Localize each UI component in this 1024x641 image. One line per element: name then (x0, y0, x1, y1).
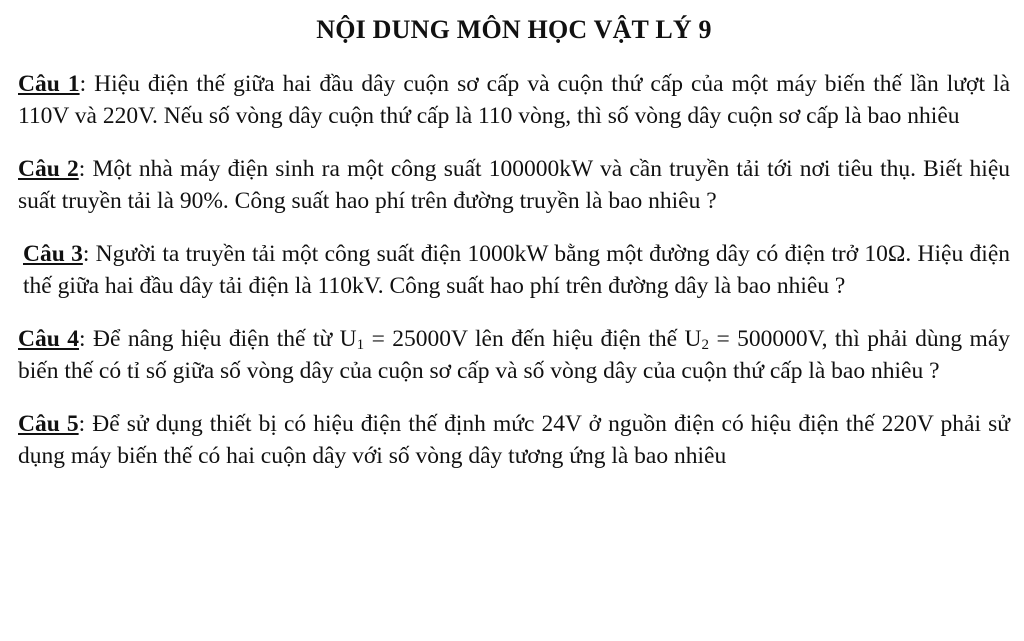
question-5 (18, 408, 1010, 472)
question-4-text-c: = 500000V, thì phải dùng máy biến thế có tỉ số giữa số vòng dây của cuộn sơ cấp và số vòng dây của cuộn thứ cấp là bao nhiêu ? (18, 326, 1011, 384)
question-3-label: Câu 3 (23, 241, 83, 267)
question-4-label: Câu 4 (18, 326, 79, 352)
question-1-text: : Hiệu điện thế giữa hai đầu dây cuộn sơ cấp và cuộn thứ cấp của một máy biến thế lần lượt là 110V và 220V. Nếu số vòng dây cuộn thứ cấp là 110 vòng, thì số vòng dây cuộn sơ cấp là bao nhiêu (18, 71, 1010, 129)
question-5-label: Câu 5 (18, 411, 79, 437)
question-3 (18, 238, 1010, 302)
question-4-sub-2: 2 (701, 337, 710, 353)
question-2-text: : Một nhà máy điện sinh ra một công suất 100000kW và cần truyền tải tới nơi tiêu thụ. Biết hiệu suất truyền tải là 90%. Công suất hao phí trên đường truyền là bao nhiêu ? (18, 156, 1011, 214)
question-5-text: : Để sử dụng thiết bị có hiệu điện thế định mức 24V ở nguồn điện có hiệu điện thế 220V phải sử dụng máy biến thế có hai cuộn dây với số vòng dây tương ứng là bao nhiêu (18, 411, 1010, 469)
question-1-label: Câu 1 (18, 71, 80, 97)
question-4-text-b: = 25000V lên đến hiệu điện thế U (364, 326, 702, 352)
question-2 (18, 153, 1010, 217)
question-1 (18, 68, 1010, 132)
question-4 (18, 323, 1010, 387)
question-4-text-a: : Để nâng hiệu điện thế từ U (79, 326, 357, 352)
question-2-label: Câu 2 (18, 156, 79, 182)
document-title: NỘI DUNG MÔN HỌC VẬT LÝ 9 (316, 15, 712, 44)
question-3-text: : Người ta truyền tải một công suất điện 1000kW bằng một đường dây có điện trở 10Ω. Hiệu điện thế giữa hai đầu dây tải điện là 110kV. Công suất hao phí trên đường dây là bao nhiêu ? (23, 241, 1010, 299)
question-4-sub-1: 1 (356, 337, 365, 353)
